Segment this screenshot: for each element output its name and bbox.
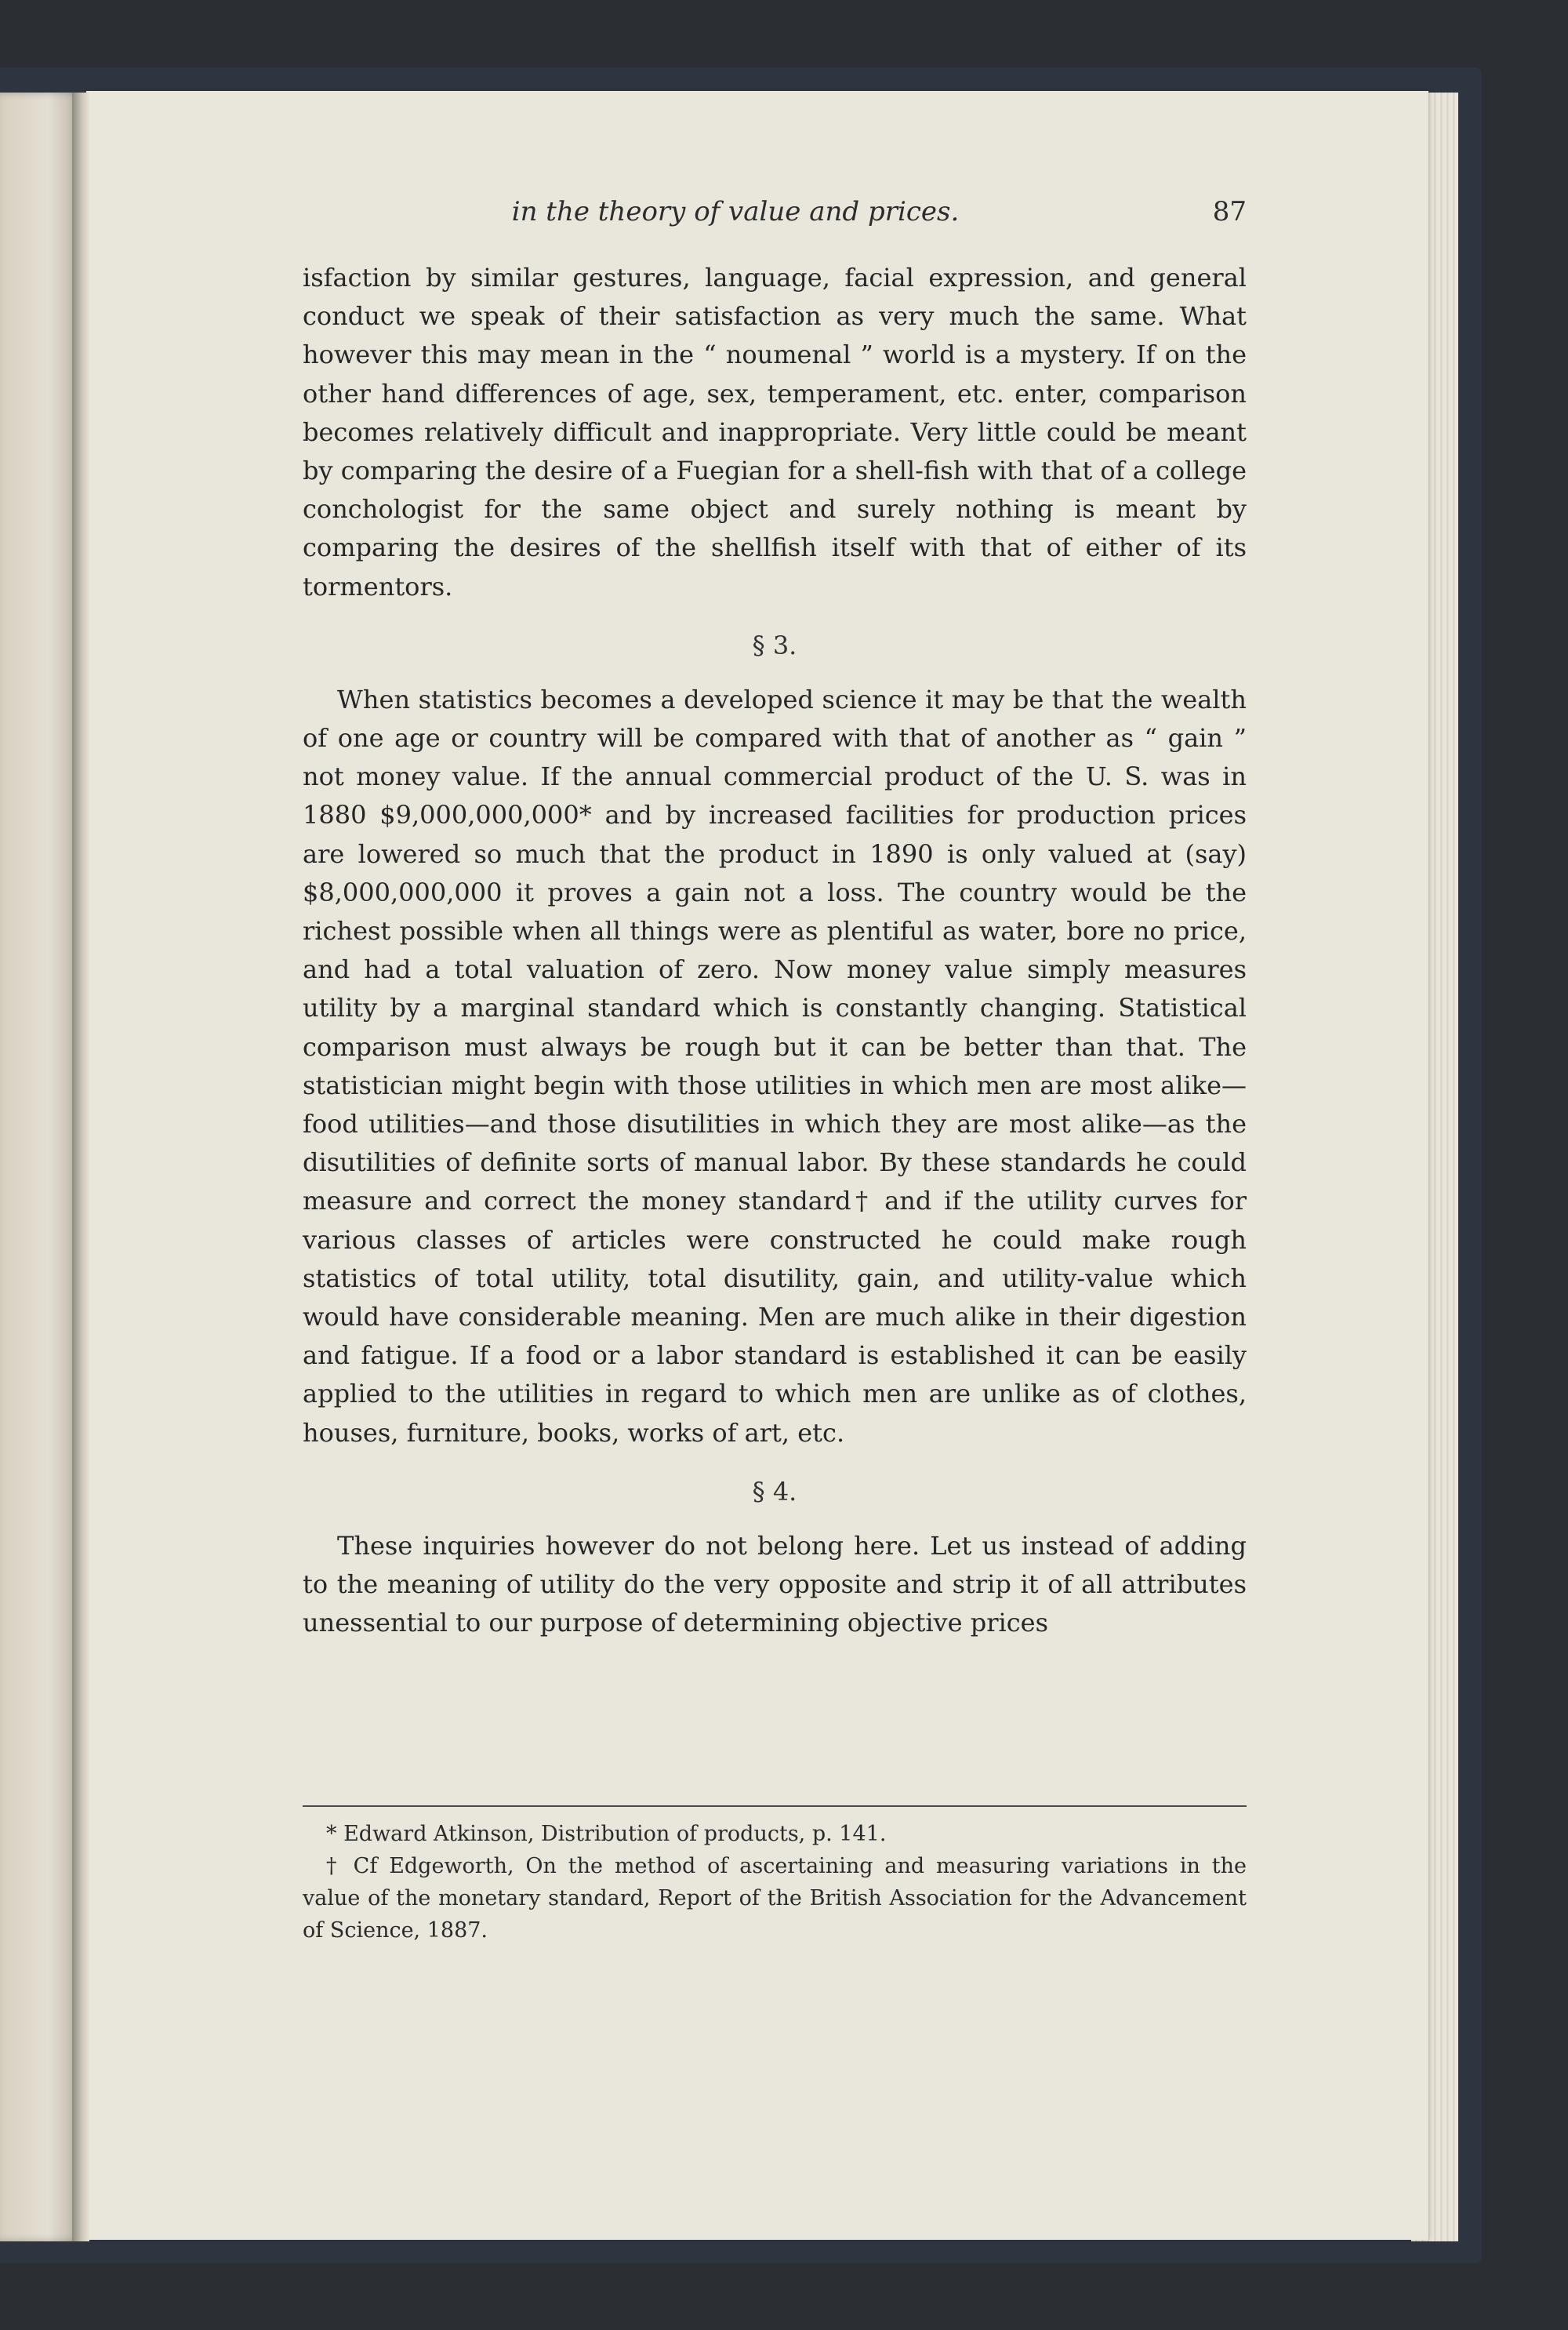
section-4-text: These inquiries however do not belong here. Let us instead of adding to the meaning of utility do the very opposite and strip it of all attributes unessential to our purpose of determining objective prices: [303, 1530, 1247, 1638]
page-header: [303, 196, 1247, 251]
section-3-text: When statistics becomes a developed science it may be that the wealth of one age or country will be compared with that of another as “ gain ” not money value. If the annual commercial product of the U. S. was in 1880 $9,000,000,000* and by increased facilities for production prices are lowered so much that the product in 1890 is only valued at (say) $8,000,000,000 it proves a gain not a loss. The country would be the richest possible when all things were as plentiful as water, bore no price, and had a total valuation of zero. Now money value simply measures utility by a marginal standard which is constantly changing. Statistical comparison must always be rough but it can be better than that. The statistician might begin with those utilities in which men are most alike—food utilities—and those disutilities in which they are most alike—as the disutilities of definite sorts of manual labor. By these standards he could measure and correct the money standard† and if the utility curves for various classes of articles were constructed he could make rough statistics of total utility, total disutility, gain, and utility-value which would have considerable meaning. Men are much alike in their digestion and fatigue. If a food or a labor standard is established it can be easily applied to the utilities in regard to which men are unlike as of clothes, houses, furniture, books, works of art, etc.: [303, 684, 1247, 1448]
previous-page: [0, 93, 80, 2241]
footnote-rule: [303, 1805, 1247, 1807]
footnote-1: * Edward Atkinson, Distribution of products, p. 141.: [326, 1822, 887, 1846]
page-number: 87: [1212, 196, 1247, 227]
footnotes: [303, 1818, 1247, 1947]
paragraph-1-text: isfaction by similar gestures, language, facial expression, and general conduct we speak of their satisfaction as very much the same. What however this may mean in the “ noumenal ” world is a mystery. If on the other hand differences of age, sex, temperament, etc. enter, comparison becomes relatively difficult and inappropriate. Very little could be meant by comparing the desire of a Fuegian for a shell-fish with that of a college conchologist for the same object and surely nothing is meant by comparing the desires of the shellfish itself with that of either of its tormentors.: [303, 263, 1247, 602]
footnote-2: † Cf Edgeworth, On the method of ascertaining and measuring variations in the value of the monetary standard, Report of the British Association for the Advancement of Science, 1887.: [303, 1854, 1247, 1943]
section-3-paragraph: [303, 681, 1247, 1452]
section-4-paragraph: [303, 1527, 1247, 1643]
page-gutter: [72, 93, 89, 2241]
body-text: [303, 259, 1247, 1643]
section-4-heading: § 4.: [752, 1476, 797, 1507]
section-3-heading: § 3.: [752, 630, 797, 660]
paragraph-1: [303, 259, 1247, 606]
running-title: in the theory of value and prices.: [511, 196, 960, 227]
